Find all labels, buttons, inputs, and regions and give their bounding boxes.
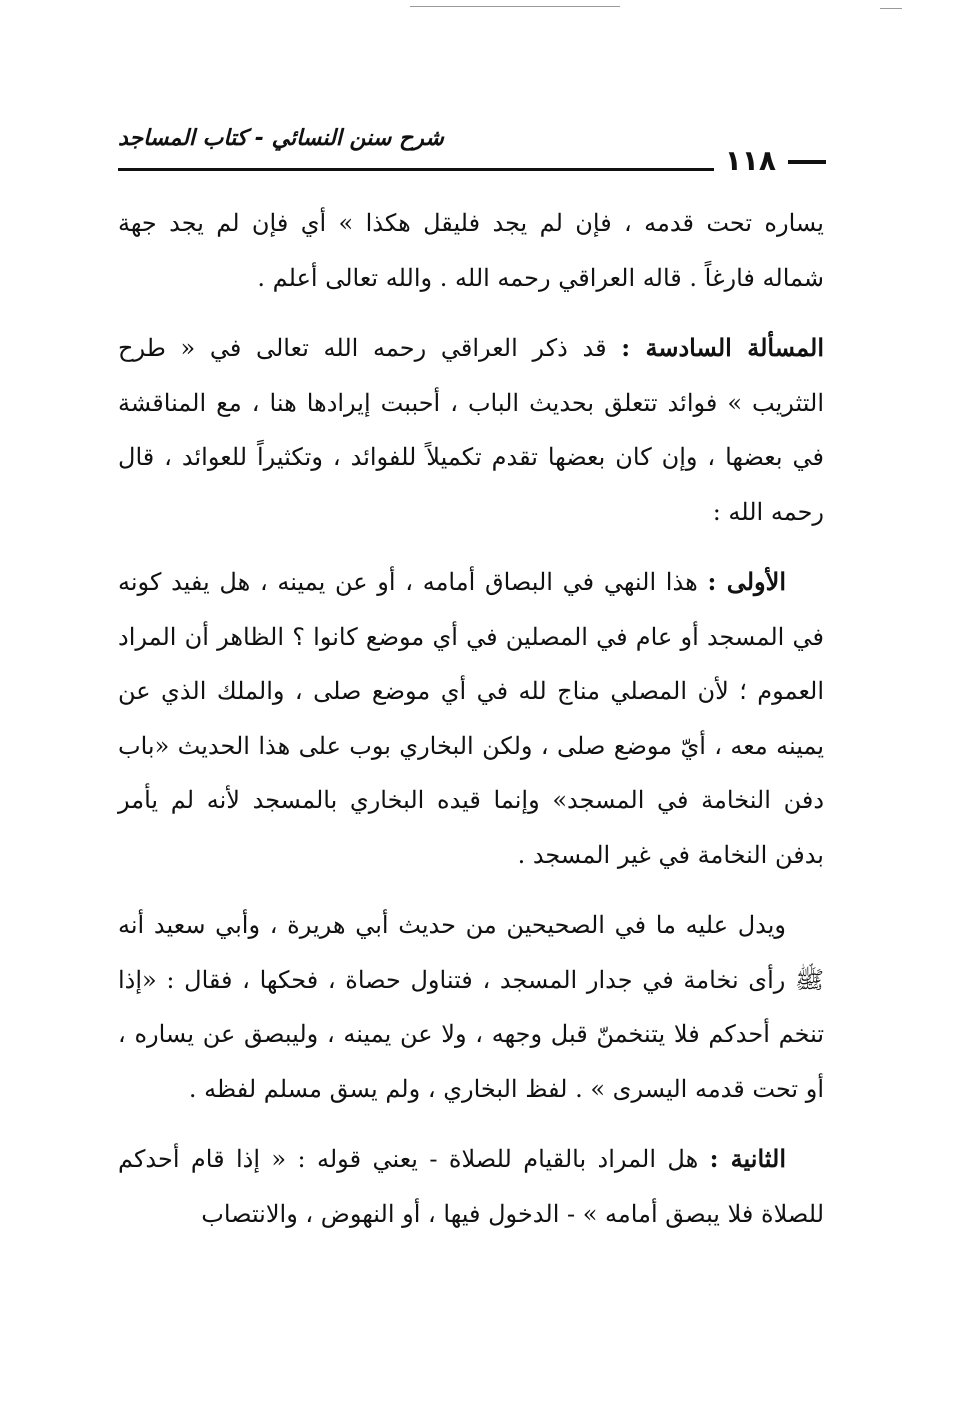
paragraph-2-text: قد ذكر العراقي رحمه الله تعالى في « طرح التثريب » فوائد تتعلق بحديث الباب ، أحببت إيرادها هنا ، مع المناقشة في بعضها ، وإن كان بعضها تقدم تكميلاً للفوائد ، وتكثيراً للعوائد ، قال رحمه الله : [118,334,824,526]
paragraph-1: يساره تحت قدمه ، فإن لم يجد فليقل هكذا » أي فإن لم يجد جهة شماله فارغاً . قاله العراقي رحمه الله . والله تعالى أعلم . [118,209,824,292]
first-point-heading: الأولى : [707,567,786,596]
running-title: شرح سنن النسائي - كتاب المساجد [118,126,444,151]
page-number: ١١٨ [724,144,776,177]
top-edge-rule [410,6,620,7]
paragraph-2 [118,321,824,539]
issue-six-heading: المسألة السادسة : [621,333,824,362]
page-number-dash [788,160,826,164]
header-rule [118,168,714,171]
corner-edge-mark [880,8,902,9]
page-header [118,118,826,180]
page-body [118,196,824,1241]
page-number-block [725,144,826,177]
second-point-heading: الثانية : [709,1144,786,1173]
paragraph-3 [118,555,824,882]
paragraph-5 [118,1132,824,1241]
paragraph-5-text: هل المراد بالقيام للصلاة - يعني قوله : « إذا قام أحدكم للصلاة فلا يبصق أمامه » - الدخول فيها ، أو النهوض ، والانتصاب [118,1145,824,1228]
paragraph-3-text: هذا النهي في البصاق أمامه ، أو عن يمينه ، هل يفيد كونه في المسجد أو عام في المصلين في أي موضع كانوا ؟ الظاهر أن المراد العموم ؛ لأن المصلي مناج لله في أي موضع صلى ، والملك الذي عن يمينه معه ، أيّ موضع صلى ، ولكن البخاري بوب على هذا الحديث «باب دفن النخامة في المسجد» وإنما قيده البخاري بالمسجد لأنه لم يأمر بدفن النخامة في غير المسجد . [118,568,824,869]
paragraph-4: ويدل عليه ما في الصحيحين من حديث أبي هريرة ، وأبي سعيد أنه ﷺ رأى نخامة في جدار المسجد ، فتناول حصاة ، فحكها ، فقال : «إذا تنخم أحدكم فلا يتنخمنّ قبل وجهه ، ولا عن يمينه ، وليبصق عن يساره ، أو تحت قدمه اليسرى » . لفظ البخاري ، ولم يسق مسلم لفظه . [118,911,824,1103]
